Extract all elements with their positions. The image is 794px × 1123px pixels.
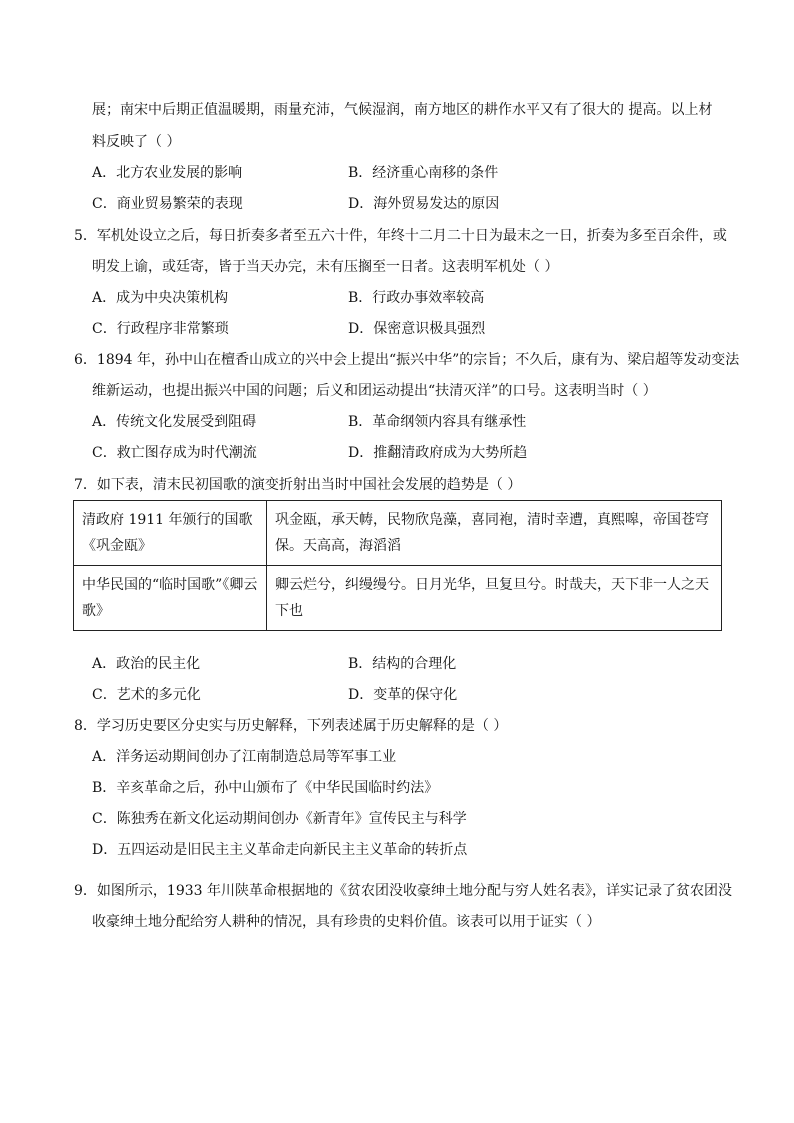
q7-option-c: C．艺术的多元化 [92,687,201,703]
q6-option-c: C．救亡图存成为时代潮流 [92,445,257,461]
q4-option-c: C．商业贸易繁荣的表现 [92,196,243,212]
q5-text-line-2: 明发上谕，或廷寄，皆于当天办完，未有压搁至一日者。这表明军机处（ ） [92,259,559,275]
q7-text-line-1: 7．如下表，清末民初国歌的演变折射出当时中国社会发展的趋势是（ ） [74,477,522,493]
q4-text-line-2: 料反映了（ ） [92,134,181,150]
q8-option-c: C．陈独秀在新文化运动期间创办《新青年》宣传民主与科学 [92,811,467,827]
q6-option-b: B．革命纲领内容具有继承性 [348,414,527,430]
q7-option-a: A．政治的民主化 [92,656,201,672]
q6-option-a: A．传统文化发展受到阻碍 [92,414,257,430]
q4-option-a: A．北方农业发展的影响 [92,165,243,181]
q5-option-d: D．保密意识极具强烈 [348,321,486,337]
q5-option-b: B．行政办事效率较高 [348,290,485,306]
q4-option-d: D．海外贸易发达的原因 [348,196,500,212]
q8-option-a: A．洋务运动期间创办了江南制造总局等军事工业 [92,749,397,765]
q6-text-line-2: 维新运动，也提出振兴中国的问题；后义和团运动提出“扶清灭洋”的口号。这表明当时（ ） [92,383,657,399]
table-row [74,566,722,631]
anthem-table [73,500,722,631]
q9-text-line-1: 9．如图所示，1933 年川陕革命根据地的《贫农团没收豪绅土地分配与穷人姓名表》，详实记录了贫农团没 [74,883,732,899]
q7-option-d: D．变革的保守化 [348,687,458,703]
q9-text-line-2: 收豪绅土地分配给穷人耕种的情况，具有珍贵的史料价值。该表可以用于证实（ ） [92,914,601,930]
q8-option-b: B．辛亥革命之后，孙中山颁布了《中华民国临时约法》 [92,780,439,796]
q5-text-line-1: 5．军机处设立之后，每日折奏多者至五六十件，年终十二月二十日为最末之一日，折奏为多至百余件，或 [74,228,727,244]
table-cell: 卿云烂兮，纠缦缦兮。日月光华，旦复旦兮。时哉夫，天下非一人之天下也 [267,566,722,631]
q4-text-line-1: 展；南宋中后期正值温暖期，雨量充沛，气候湿润，南方地区的耕作水平又有了很大的 提高。以上材 [92,102,713,118]
table-row [74,501,722,566]
q6-option-d: D．推翻清政府成为大势所趋 [348,445,528,461]
q6-text-line-1: 6．1894 年，孙中山在檀香山成立的兴中会上提出“振兴中华”的宗旨；不久后，康有为、梁启超等发动变法 [74,352,740,368]
q8-text-line-1: 8．学习历史要区分史实与历史解释，下列表述属于历史解释的是（ ） [74,718,508,734]
q7-option-b: B．结构的合理化 [348,656,457,672]
table-cell: 中华民国的“临时国歌”《卿云歌》 [74,566,267,631]
q8-option-d: D．五四运动是旧民主主义革命走向新民主主义革命的转折点 [92,842,468,858]
q4-option-b: B．经济重心南移的条件 [348,165,499,181]
table-cell: 巩金瓯，承天帱，民物欣凫藻，喜同袍，清时幸遭，真熙嗥，帝国苍穹保。天高高，海滔滔 [267,501,722,566]
q5-option-a: A．成为中央决策机构 [92,290,229,306]
table-cell: 清政府 1911 年颁行的国歌《巩金瓯》 [74,501,267,566]
q5-option-c: C．行政程序非常繁琐 [92,321,229,337]
